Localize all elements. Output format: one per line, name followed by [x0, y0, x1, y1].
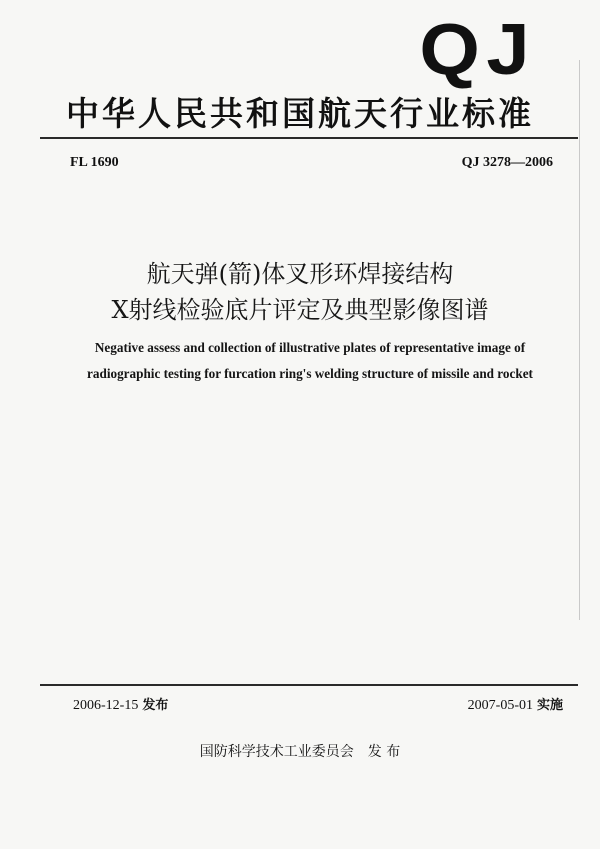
title-en-line2: radiographic testing for furcation ring's welding structure of missile and rocket [87, 366, 533, 381]
header-divider [40, 137, 578, 139]
qj-logo: QJ [419, 10, 536, 90]
standard-number: QJ 3278—2006 [461, 155, 553, 170]
implement-date-block [468, 694, 563, 714]
organization-title: 中华人民共和国航天行业标准 [66, 94, 534, 133]
publish-date: 2006-12-15 [73, 698, 139, 713]
implement-label: 实施 [536, 698, 563, 713]
title-zh-line2: X射线检验底片评定及典型影像图谱 [111, 296, 489, 324]
footer-divider [40, 684, 578, 686]
issuer-name: 国防科学技术工业委员会 [199, 744, 354, 760]
issuer-label: 发 布 [367, 744, 401, 760]
publish-date-block [73, 694, 168, 714]
classification-code: FL 1690 [70, 155, 119, 170]
issuer-block [0, 741, 600, 761]
publish-label: 发布 [142, 698, 169, 713]
title-zh-line1: 航天弹(箭)体叉形环焊接结构 [146, 260, 454, 288]
title-en-line1: Negative assess and collection of illustrative plates of representative image of [94, 340, 526, 355]
implement-date: 2007-05-01 [467, 698, 533, 713]
